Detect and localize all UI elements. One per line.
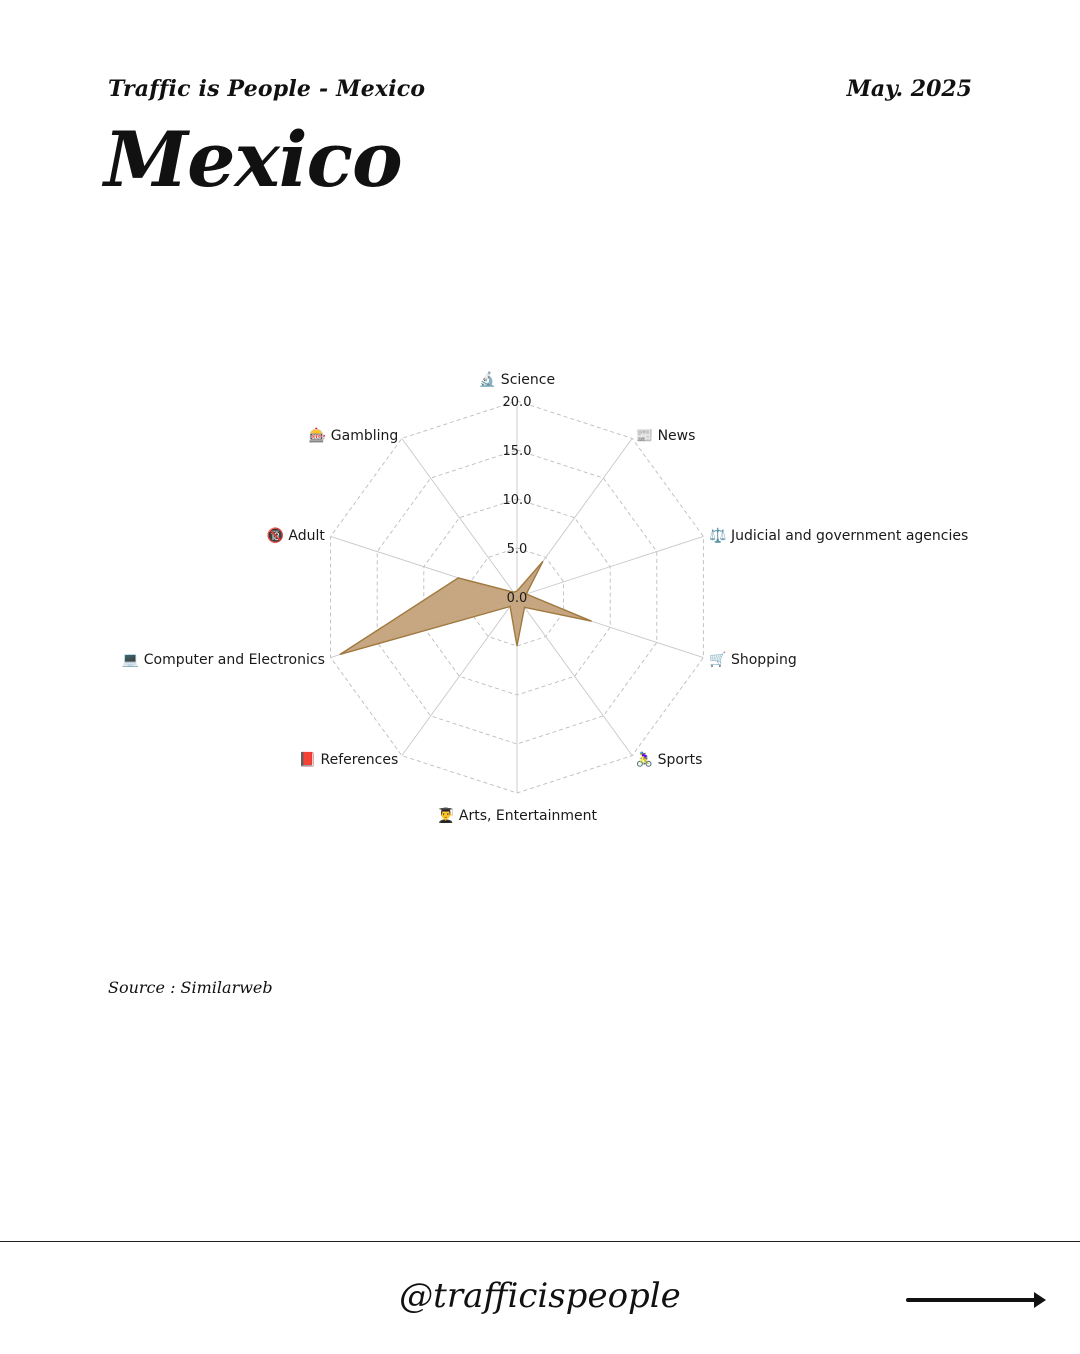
tick-label-1: 5.0 [507, 542, 528, 557]
axis-label-0: 🔬 Science [479, 370, 555, 388]
page-title: Mexico [104, 118, 402, 202]
tick-label-2: 10.0 [503, 493, 532, 508]
source-note: Source : Similarweb [108, 978, 273, 997]
series-area-0 [340, 561, 592, 654]
series-title: Traffic is People - Mexico [108, 76, 425, 102]
radar-axis-labels [122, 370, 968, 824]
axis-label-3: 🛒 Shopping [709, 651, 797, 668]
axis-label-2: ⚖️ Judicial and government agencies [709, 527, 968, 544]
footer-divider [0, 1241, 1080, 1242]
tick-label-3: 15.0 [503, 444, 532, 459]
axis-label-5: 👨‍🎓 Arts, Entertainment [437, 807, 597, 824]
axis-label-1: 📰 News [636, 428, 696, 444]
spoke-9 [402, 438, 517, 597]
axis-label-7: 💻 Computer and Electronics [122, 652, 325, 668]
axis-label-8: 🔞 Adult [267, 527, 326, 544]
report-date: May. 2025 [847, 76, 972, 102]
spoke-4 [517, 597, 632, 756]
axis-label-9: 🎰 Gambling [309, 427, 398, 444]
tick-label-4: 20.0 [503, 395, 532, 410]
social-handle[interactable]: @trafficispeople [0, 1276, 1080, 1316]
arrow-right-icon[interactable] [906, 1287, 1048, 1313]
tick-label-0: 0.0 [507, 591, 528, 606]
axis-label-6: 📕 References [299, 751, 399, 768]
axis-label-4: 🚴‍♀️ Sports [636, 751, 703, 768]
arrow-right-icon-svg [906, 1287, 1048, 1313]
